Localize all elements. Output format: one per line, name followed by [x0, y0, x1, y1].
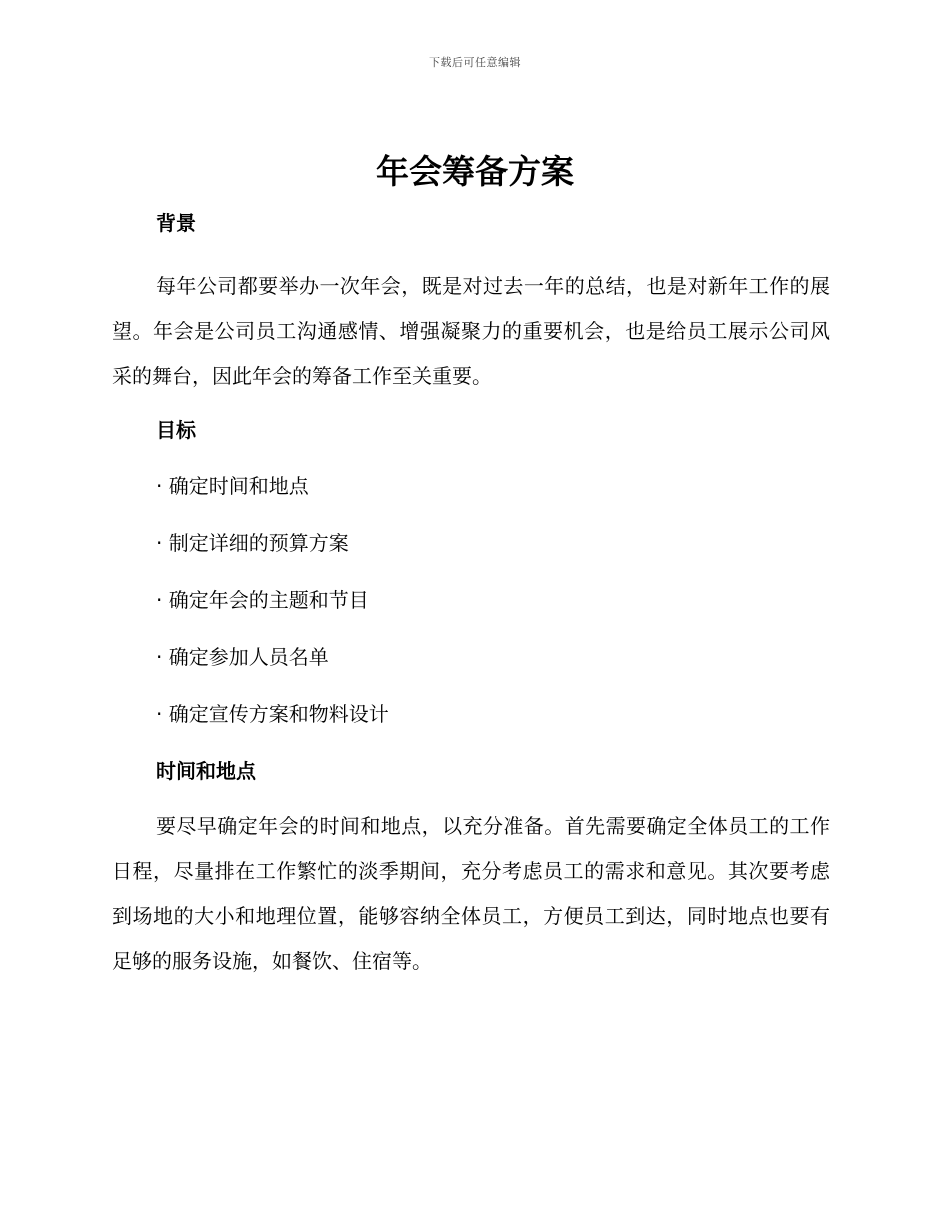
time-place-paragraph: 要尽早确定年会的时间和地点，以充分准备。首先需要确定全体员工的工作日程，尽量排在工作繁忙的淡季期间，充分考虑员工的需求和意见。其次要考虑到场地的大小和地理位置，能够容纳全体员工，方便员工到达，同时地点也要有足够的服务设施，如餐饮、住宿等。: [112, 814, 830, 973]
document-body: [112, 206, 830, 984]
list-item: · 确定年会的主题和节目: [156, 588, 369, 612]
list-item: · 确定时间和地点: [156, 474, 309, 498]
background-paragraph: 每年公司都要举办一次年会，既是对过去一年的总结，也是对新年工作的展望。年会是公司员工沟通感情、增强凝聚力的重要机会，也是给员工展示公司风采的舞台，因此年会的筹备工作至关重要。: [112, 274, 830, 388]
list-item: · 制定详细的预算方案: [156, 531, 349, 555]
list-item: · 确定宣传方案和物料设计: [156, 702, 389, 726]
list-item: · 确定参加人员名单: [156, 645, 329, 669]
section-heading-time-place: 时间和地点: [156, 759, 256, 783]
goals-list: [112, 469, 830, 731]
section-heading-background: 背景: [156, 211, 196, 235]
section-heading-goals: 目标: [156, 418, 196, 442]
document-title: 年会筹备方案: [376, 152, 574, 191]
header-note: 下载后可任意编辑: [429, 56, 521, 69]
